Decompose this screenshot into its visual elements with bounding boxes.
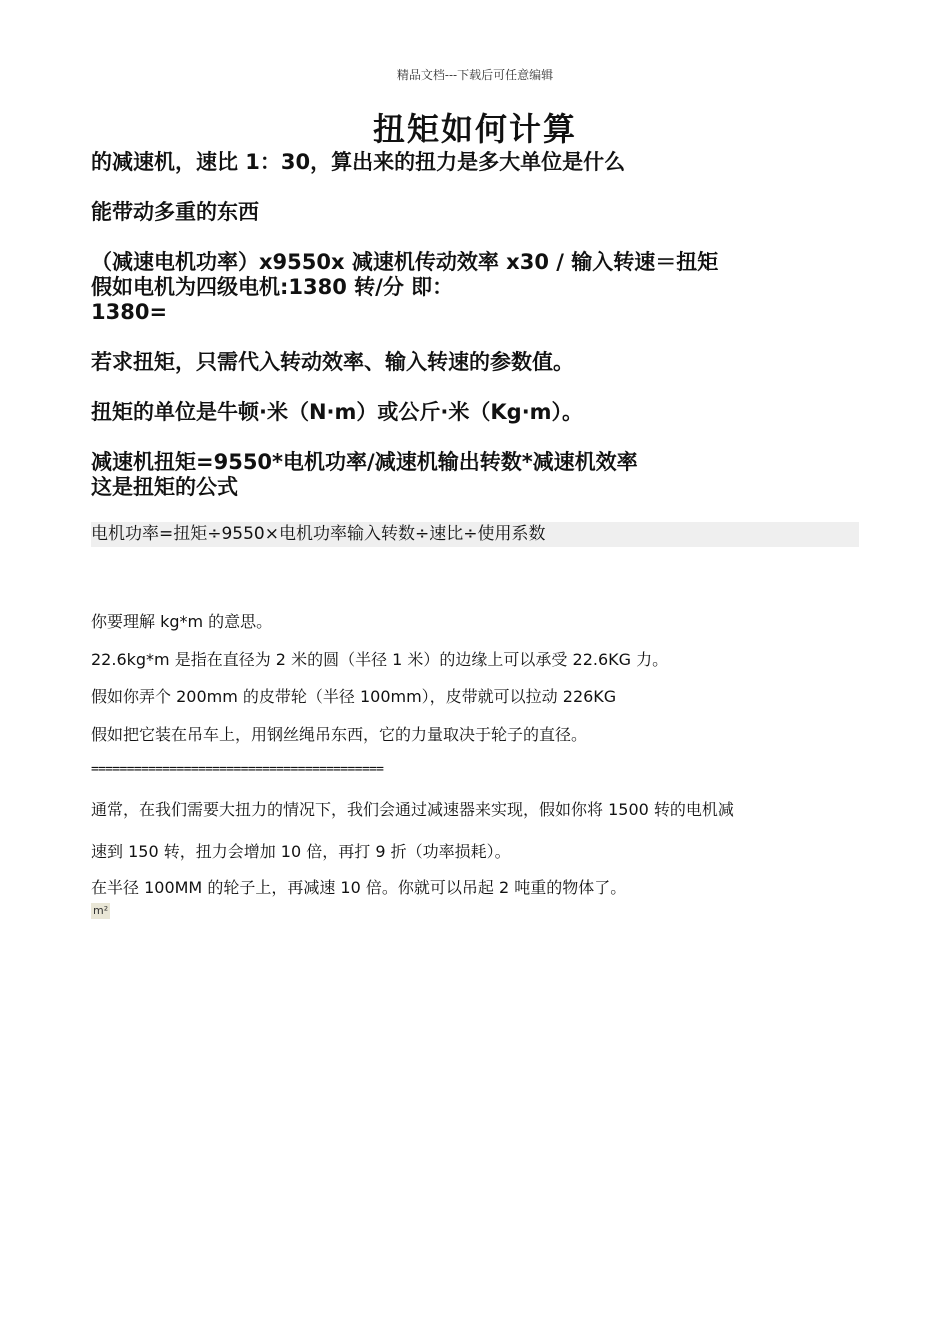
torque-instruction-line: 若求扭矩，只需代入转动效率、输入转速的参数值。: [91, 350, 574, 374]
body-paragraph-7: 在半径 100MM 的轮子上，再减速 10 倍。你就可以吊起 2 吨重的物体了。: [91, 878, 627, 897]
torque-unit-line: 扭矩的单位是牛顿·米（N·m）或公斤·米（Kg·m）。: [91, 400, 584, 424]
body-paragraph-1: 你要理解 kg*m 的意思。: [91, 612, 273, 631]
page-title: 扭矩如何计算: [372, 110, 577, 148]
rpm-line: 1380=: [91, 300, 168, 324]
formula-line: （减速电机功率）x9550x 减速机传动效率 x30 / 输入转速＝扭矩: [91, 250, 719, 274]
body-paragraph-4: 假如把它装在吊车上，用钢丝绳吊东西，它的力量取决于轮子的直径。: [91, 725, 588, 744]
unit-badge: m²: [93, 904, 109, 917]
body-paragraph-5: 通常，在我们需要大扭力的情况下，我们会通过减速器来实现，假如你将 1500 转的电机减: [91, 800, 734, 819]
power-formula-line: 电机功率=扭矩÷9550×电机功率输入转数÷速比÷使用系数: [91, 522, 859, 547]
body-paragraph-6: 速到 150 转，扭力会增加 10 倍，再打 9 折（功率损耗）。: [91, 842, 511, 861]
body-paragraph-2: 22.6kg*m 是指在直径为 2 米的圆（半径 1 米）的边缘上可以承受 22.6KG 力。: [91, 650, 669, 669]
question-line-1: 的减速机，速比 1：30，算出来的扭力是多大单位是什么: [91, 150, 626, 174]
separator-line: =========================================: [91, 762, 384, 777]
body-paragraph-3: 假如你弄个 200mm 的皮带轮（半径 100mm），皮带就可以拉动 226KG: [91, 687, 617, 706]
formula-caption: 这是扭矩的公式: [91, 475, 238, 499]
question-line-2: 能带动多重的东西: [91, 200, 259, 224]
motor-assumption-line: 假如电机为四级电机:1380 转/分 即：: [91, 275, 454, 299]
reducer-torque-formula: 减速机扭矩=9550*电机功率/减速机输出转数*减速机效率: [91, 450, 638, 474]
page-header: 精品文档---下载后可任意编辑: [396, 68, 554, 82]
